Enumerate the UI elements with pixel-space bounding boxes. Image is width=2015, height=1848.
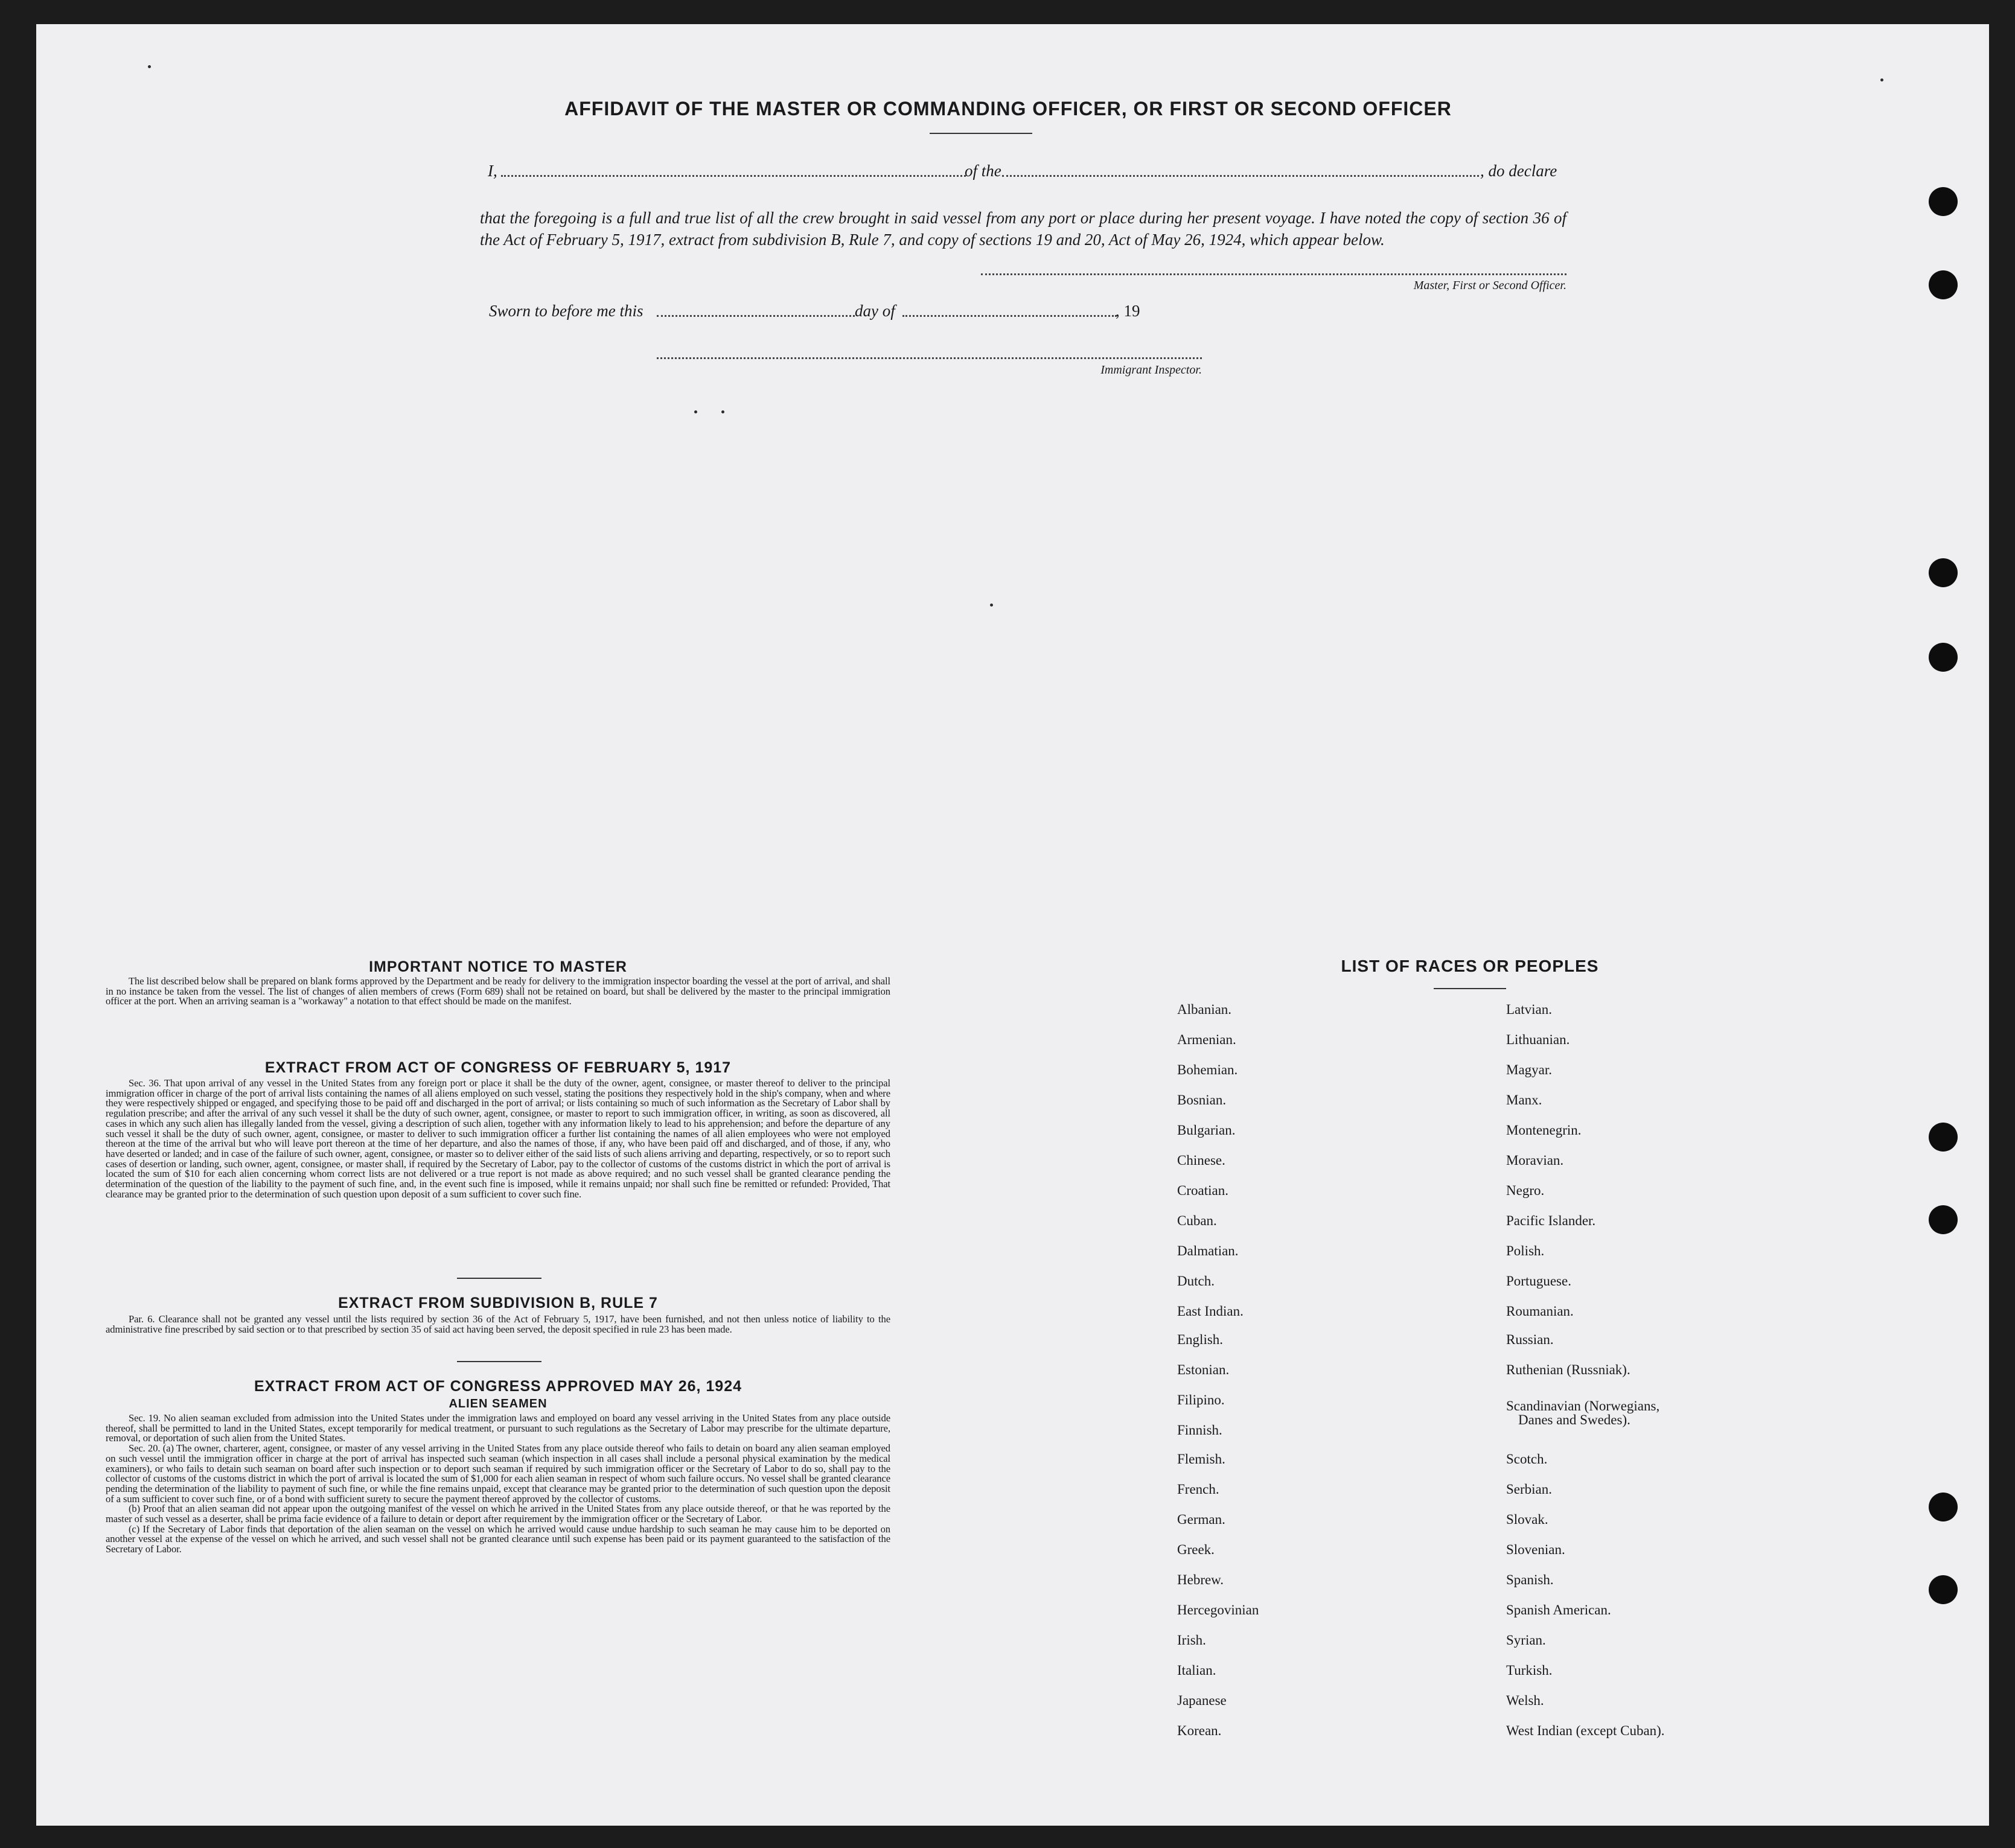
vessel-name-field[interactable] xyxy=(1002,175,1479,177)
sworn-day-field[interactable] xyxy=(657,315,855,317)
vessel-label: of the xyxy=(965,162,1001,180)
race-item: English. xyxy=(1177,1332,1224,1347)
notice-text xyxy=(106,977,890,1007)
race-item: Scotch. xyxy=(1506,1451,1548,1467)
race-item: Filipino. xyxy=(1177,1392,1225,1407)
binder-hole xyxy=(1929,643,1958,672)
race-item: Polish. xyxy=(1506,1243,1545,1258)
race-item: Albanian. xyxy=(1177,1002,1232,1017)
race-item: Scandinavian (Norwegians, xyxy=(1506,1398,1660,1413)
race-item: Spanish. xyxy=(1506,1572,1554,1587)
race-item: West Indian (except Cuban). xyxy=(1506,1723,1665,1738)
affidavit-statement: that the foregoing is a full and true list of all the crew brought in said vessel from any port or place during her present voyage. I have noted the copy of section 36 of the Act of February 5, 1917, extract from subdivision B, Rule 7, and copy of sections 19 and 20, Act of May 26, 1924, which appear below. xyxy=(480,209,1566,249)
master-signature-field[interactable] xyxy=(981,273,1566,275)
extract-1924-title: EXTRACT FROM ACT OF CONGRESS APPROVED MAY 26, 1924 xyxy=(254,1378,742,1395)
race-item: Greek. xyxy=(1177,1542,1215,1557)
race-item: Welsh. xyxy=(1506,1693,1544,1708)
section-20a-paragraph: Sec. 20. (a) The owner, charterer, agent, consignee, or master of any vessel arriving in the United States from any place outside thereof who fails to detain on board any alien seaman employed on such vessel until the immigration officer in charge at the port of arrival has inspected such seaman (which inspection in all cases shall include a personal physical examination by the medical examiners), or who fails to detain such seaman on board after such inspection or to deport such seaman if required by such immigration officer or the Secretary of Labor to do so, shall pay to the collector of customs of the customs district in which the port of arrival is located the sum of $1,000 for each alien seaman in respect of whom such failure occurs. No vessel shall be granted clearance pending the determination of the liability to payment of such fine, or while the fine remains unpaid, except that clearance may be granted prior to the determination of such question upon the deposit of a sum sufficient to cover such fine, or of a bond with sufficient surety to secure the payment thereof approved by the collector of customs. xyxy=(106,1442,890,1505)
binder-hole xyxy=(1929,187,1958,216)
speck xyxy=(1880,78,1883,81)
section-20b-paragraph: (b) Proof that an alien seaman did not appear upon the outgoing manifest of the vessel on which he arrived in the United States from any place outside thereof, or that he was reported by the master of such vessel as a deserter, shall be prima facie evidence of a failure to detain or deport after requirement by the immigration officer or the Secretary of Labor. xyxy=(106,1503,890,1525)
binder-hole xyxy=(1929,1205,1958,1234)
master-signature-label: Master, First or Second Officer. xyxy=(1413,279,1566,292)
sworn-month-field[interactable] xyxy=(902,315,1117,317)
race-item: French. xyxy=(1177,1482,1219,1497)
sworn-label: Sworn to before me this xyxy=(489,302,643,320)
notice-paragraph: The list described below shall be prepared on blank forms approved by the Department and be ready for delivery to the immigration inspector boarding the vessel at the port of arrival, and shall in no instance be taken from the vessel. The list of changes of alien members of crews (Form 689) shall not be retained on board, but shall be delivered by the master to the principal immigration officer at the port. When an arriving seaman is a "workaway" a notation to that effect should be made on the manifest. xyxy=(106,975,890,1007)
inspector-signature-label: Immigrant Inspector. xyxy=(1100,363,1202,377)
race-item: Hebrew. xyxy=(1177,1572,1224,1587)
affidavit-title: AFFIDAVIT OF THE MASTER OR COMMANDING OFFICER, OR FIRST OR SECOND OFFICER xyxy=(564,98,1452,119)
race-item: East Indian. xyxy=(1177,1304,1244,1319)
speck xyxy=(990,604,993,607)
race-item: Ruthenian (Russniak). xyxy=(1506,1362,1630,1377)
race-item: Manx. xyxy=(1506,1092,1542,1107)
extract-1924-text xyxy=(106,1413,890,1555)
race-item: Cuban. xyxy=(1177,1213,1217,1228)
inspector-signature-field[interactable] xyxy=(657,357,1202,359)
extract-rule7-title: EXTRACT FROM SUBDIVISION B, RULE 7 xyxy=(338,1295,658,1311)
race-item: Hercegovinian xyxy=(1177,1602,1259,1617)
extract-1917-text xyxy=(106,1079,890,1199)
race-item: Bosnian. xyxy=(1177,1092,1227,1107)
race-item: Japanese xyxy=(1177,1693,1227,1708)
race-item: Finnish. xyxy=(1177,1423,1222,1438)
race-item: Pacific Islander. xyxy=(1506,1213,1596,1228)
binder-hole xyxy=(1929,1123,1958,1152)
race-item: Negro. xyxy=(1506,1183,1545,1198)
extract-1917-title: EXTRACT FROM ACT OF CONGRESS OF FEBRUARY 5, 1917 xyxy=(264,1059,732,1076)
race-item: Slovenian. xyxy=(1506,1542,1565,1557)
race-item: Chinese. xyxy=(1177,1153,1225,1168)
section-19-paragraph: Sec. 19. No alien seaman excluded from admission into the United States under the immigration laws and employed on board any vessel arriving in the United States from any place outside thereof, shall be permitted to land in the United States, except temporarily for medical treatment, or pursuant to such regulations as the Secretary of Labor may prescribe for the ultimate departure, removal, or deportation of such alien from the United States. xyxy=(106,1412,890,1444)
race-item: Spanish American. xyxy=(1506,1602,1611,1617)
race-item: Irish. xyxy=(1177,1633,1206,1648)
race-item: Turkish. xyxy=(1506,1663,1553,1678)
race-item: Portuguese. xyxy=(1506,1273,1571,1289)
race-item: Armenian. xyxy=(1177,1032,1236,1047)
binder-hole xyxy=(1929,1575,1958,1604)
race-item: Montenegrin. xyxy=(1506,1123,1582,1138)
divider xyxy=(1434,988,1506,989)
divider xyxy=(930,133,1032,134)
race-item: Italian. xyxy=(1177,1663,1216,1678)
section-36-paragraph: Sec. 36. That upon arrival of any vessel in the United States from any foreign port or place it shall be the duty of the owner, agent, consignee, or master thereof to deliver to the principal immigration officer in charge of the port of arrival lists containing the names of all aliens employed on such vessel, stating the positions they respectively hold in the ship's company, when and where they were respectively shipped or engaged, and specifying those to be paid off and discharged in the port of arrival; or lists containing so much of such information as the Secretary of Labor shall by regulation prescribe; and after the arrival of any such vessel it shall be the duty of such owner, agent, consignee, or master to report to such immigration officer, in writing, as soon as discovered, all cases in which any such alien has illegally landed from the vessel, giving a description of such alien, together with any information likely to lead to his apprehension; and before the departure of any such vessel it shall be the duty of such owner, agent, consignee, or master to deliver to such immigration officer a further list containing the names of all alien employees who were not employed thereon at the time of the arrival but who will leave port thereon at the time of her departure, and also the names of those, if any, who have been paid off and discharged, and of those, if any, who have deserted or landed; and in case of the failure of such owner, agent, consignee, or master so to deliver either of the said lists of such aliens arriving and departing, respectively, or so to report such cases of desertion or landing, such owner, agent, consignee, or master shall, if required by the Secretary of Labor, pay to the collector of customs of the customs district in which the port of arrival is located the sum of $10 for each alien concerning whom correct lists are not delivered or a true report is not made as above required; and no such vessel shall be granted clearance pending the determination of the question of the liability to the payment of such fine, and, in the event such fine is imposed, while it remains unpaid; nor shall such fine be remitted or refunded: Provided, That clearance may be granted prior to the determination of such question upon deposit of a sum sufficient to cover such fine. xyxy=(106,1077,890,1200)
divider xyxy=(457,1361,541,1362)
document-page xyxy=(36,24,1989,1826)
divider xyxy=(457,1278,541,1279)
race-item: Dutch. xyxy=(1177,1273,1215,1289)
race-item: Magyar. xyxy=(1506,1062,1553,1077)
race-item: Slovak. xyxy=(1506,1512,1548,1527)
race-item: Danes and Swedes). xyxy=(1518,1412,1630,1427)
declarant-label: I, xyxy=(488,162,497,180)
speck xyxy=(148,65,151,68)
day-of-label: day of xyxy=(855,302,895,320)
race-item: Korean. xyxy=(1177,1723,1222,1738)
declarant-name-field[interactable] xyxy=(501,175,966,177)
race-item: Russian. xyxy=(1506,1332,1554,1347)
race-item: German. xyxy=(1177,1512,1225,1527)
binder-hole xyxy=(1929,1493,1958,1521)
race-item: Moravian. xyxy=(1506,1153,1564,1168)
race-item: Dalmatian. xyxy=(1177,1243,1239,1258)
notice-title: IMPORTANT NOTICE TO MASTER xyxy=(369,958,627,975)
extract-rule7-text xyxy=(106,1314,890,1334)
race-item: Lithuanian. xyxy=(1506,1032,1570,1047)
section-20c-paragraph: (c) If the Secretary of Labor finds that deportation of the alien seaman on the vessel on which he arrived would cause undue hardship to such seaman he may cause him to be deported on another vessel at the expense of the vessel on which he arrived, and such vessel shall not be granted clearance until such expense has been paid or its payment guaranteed to the satisfaction of the Secretary of Labor. xyxy=(106,1523,890,1555)
year-label: , 19 xyxy=(1116,302,1140,320)
race-item: Croatian. xyxy=(1177,1183,1228,1198)
race-item: Serbian. xyxy=(1506,1482,1553,1497)
binder-hole xyxy=(1929,558,1958,587)
race-item: Bohemian. xyxy=(1177,1062,1238,1077)
races-title: LIST OF RACES OR PEOPLES xyxy=(1341,957,1599,975)
par-6-paragraph: Par. 6. Clearance shall not be granted any vessel until the lists required by section 36 of the Act of February 5, 1917, have been furnished, and not then unless notice of liability to the administrative fine prescribed by said section or to that prescribed by section 35 of said act having been served, the deposit specified in rule 23 has been made. xyxy=(106,1313,890,1335)
race-item: Flemish. xyxy=(1177,1451,1225,1467)
race-item: Estonian. xyxy=(1177,1362,1230,1377)
binder-hole xyxy=(1929,270,1958,299)
race-item: Syrian. xyxy=(1506,1633,1546,1648)
race-item: Roumanian. xyxy=(1506,1304,1574,1319)
extract-1924-subtitle: ALIEN SEAMEN xyxy=(449,1397,548,1410)
declare-label: , do declare xyxy=(1480,162,1557,180)
speck xyxy=(694,410,697,413)
race-item: Bulgarian. xyxy=(1177,1123,1236,1138)
speck xyxy=(721,410,724,413)
race-item: Latvian. xyxy=(1506,1002,1552,1017)
